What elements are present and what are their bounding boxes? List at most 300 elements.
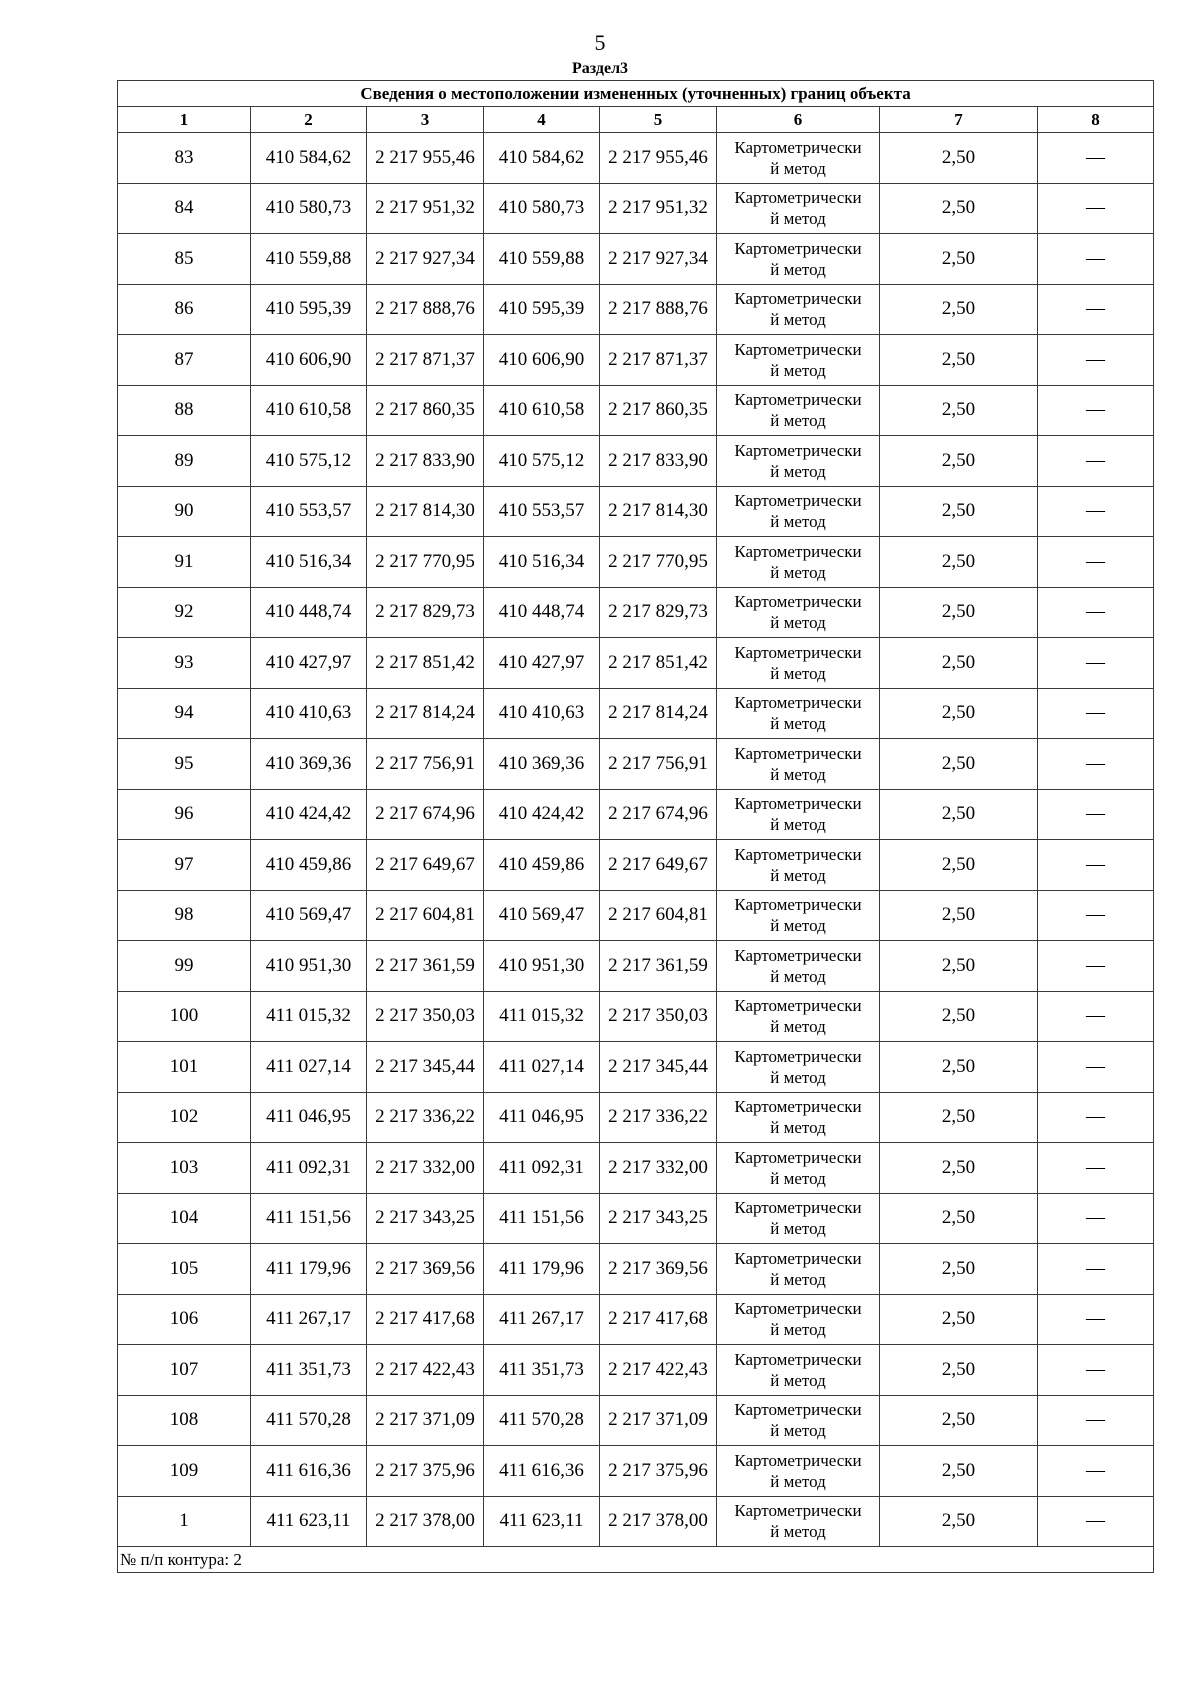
coord-x-cell: 410 369,36 xyxy=(484,739,600,790)
coord-x-cell: 411 623,11 xyxy=(484,1496,600,1547)
method-cell xyxy=(717,1446,880,1497)
accuracy-cell: 2,50 xyxy=(880,284,1038,335)
coord-y-cell: 2 217 336,22 xyxy=(367,1092,484,1143)
method-cell xyxy=(717,234,880,285)
coord-y-cell: 2 217 422,43 xyxy=(600,1345,717,1396)
method-text-line1: Картометрически xyxy=(734,844,862,864)
table-row xyxy=(118,1143,1154,1194)
coord-y-cell: 2 217 345,44 xyxy=(600,1042,717,1093)
accuracy-cell: 2,50 xyxy=(880,385,1038,436)
table-heading: Сведения о местоположении измененных (уточненных) границ объекта xyxy=(118,81,1154,107)
method-text-line2: й метод xyxy=(770,1269,826,1289)
method-text-line1: Картометрически xyxy=(734,238,862,258)
coord-y-cell: 2 217 927,34 xyxy=(367,234,484,285)
coord-y-cell: 2 217 674,96 xyxy=(600,789,717,840)
description-cell: — xyxy=(1038,991,1154,1042)
coord-x-cell: 410 610,58 xyxy=(251,385,367,436)
coord-y-cell: 2 217 871,37 xyxy=(367,335,484,386)
table-row xyxy=(118,739,1154,790)
coord-y-cell: 2 217 332,00 xyxy=(367,1143,484,1194)
method-text-line2: й метод xyxy=(770,512,826,532)
method-text-line2: й метод xyxy=(770,1471,826,1491)
table-body xyxy=(118,133,1154,1547)
coord-y-cell: 2 217 888,76 xyxy=(600,284,717,335)
coord-y-cell: 2 217 361,59 xyxy=(600,941,717,992)
coord-x-cell: 411 046,95 xyxy=(251,1092,367,1143)
coord-x-cell: 411 092,31 xyxy=(251,1143,367,1194)
coord-x-cell: 411 267,17 xyxy=(251,1294,367,1345)
method-text-line1: Картометрически xyxy=(734,895,862,915)
method-text-line1: Картометрически xyxy=(734,339,862,359)
coord-x-cell: 410 410,63 xyxy=(251,688,367,739)
coord-y-cell: 2 217 851,42 xyxy=(367,638,484,689)
column-number-row xyxy=(118,107,1154,133)
coord-y-cell: 2 217 770,95 xyxy=(600,537,717,588)
coord-y-cell: 2 217 951,32 xyxy=(600,183,717,234)
coord-y-cell: 2 217 350,03 xyxy=(600,991,717,1042)
description-cell: — xyxy=(1038,638,1154,689)
coord-x-cell: 410 459,86 xyxy=(251,840,367,891)
coord-y-cell: 2 217 343,25 xyxy=(367,1193,484,1244)
method-text-line1: Картометрически xyxy=(734,1147,862,1167)
method-text-line1: Картометрически xyxy=(734,390,862,410)
coord-x-cell: 410 580,73 xyxy=(484,183,600,234)
coord-y-cell: 2 217 375,96 xyxy=(367,1446,484,1497)
method-text-line2: й метод xyxy=(770,966,826,986)
column-number-header: 1 xyxy=(118,107,251,133)
coord-y-cell: 2 217 860,35 xyxy=(367,385,484,436)
coord-y-cell: 2 217 829,73 xyxy=(367,587,484,638)
method-text-line2: й метод xyxy=(770,916,826,936)
description-cell: — xyxy=(1038,183,1154,234)
coord-x-cell: 410 424,42 xyxy=(484,789,600,840)
point-number-cell: 101 xyxy=(118,1042,251,1093)
coord-x-cell: 411 351,73 xyxy=(251,1345,367,1396)
coord-x-cell: 411 623,11 xyxy=(251,1496,367,1547)
description-cell: — xyxy=(1038,1092,1154,1143)
table-row xyxy=(118,1395,1154,1446)
method-cell xyxy=(717,941,880,992)
method-text-line1: Картометрически xyxy=(734,440,862,460)
page-number: 5 xyxy=(594,30,606,55)
accuracy-cell: 2,50 xyxy=(880,1345,1038,1396)
point-number-cell: 99 xyxy=(118,941,251,992)
description-cell: — xyxy=(1038,1042,1154,1093)
coord-y-cell: 2 217 371,09 xyxy=(600,1395,717,1446)
coord-y-cell: 2 217 833,90 xyxy=(367,436,484,487)
method-cell xyxy=(717,1244,880,1295)
table-row xyxy=(118,1345,1154,1396)
coord-x-cell: 410 951,30 xyxy=(251,941,367,992)
method-text-line2: й метод xyxy=(770,259,826,279)
column-number-header: 7 xyxy=(880,107,1038,133)
method-text-line2: й метод xyxy=(770,1168,826,1188)
method-text-line1: Картометрически xyxy=(734,1198,862,1218)
accuracy-cell: 2,50 xyxy=(880,991,1038,1042)
point-number-cell: 87 xyxy=(118,335,251,386)
method-cell xyxy=(717,1193,880,1244)
method-text-line2: й метод xyxy=(770,411,826,431)
accuracy-cell: 2,50 xyxy=(880,587,1038,638)
coord-x-cell: 411 046,95 xyxy=(484,1092,600,1143)
accuracy-cell: 2,50 xyxy=(880,183,1038,234)
method-cell xyxy=(717,991,880,1042)
point-number-cell: 1 xyxy=(118,1496,251,1547)
coord-x-cell: 410 559,88 xyxy=(484,234,600,285)
point-number-cell: 92 xyxy=(118,587,251,638)
method-cell xyxy=(717,133,880,184)
description-cell: — xyxy=(1038,1446,1154,1497)
contour-number-label: № п/п контура: 2 xyxy=(118,1547,1154,1573)
description-cell: — xyxy=(1038,234,1154,285)
coord-y-cell: 2 217 345,44 xyxy=(367,1042,484,1093)
description-cell: — xyxy=(1038,840,1154,891)
method-text-line2: й метод xyxy=(770,764,826,784)
method-text-line2: й метод xyxy=(770,562,826,582)
coord-y-cell: 2 217 756,91 xyxy=(367,739,484,790)
method-cell xyxy=(717,385,880,436)
coord-x-cell: 410 606,90 xyxy=(484,335,600,386)
accuracy-cell: 2,50 xyxy=(880,941,1038,992)
method-cell xyxy=(717,1294,880,1345)
method-text-line1: Картометрически xyxy=(734,794,862,814)
description-cell: — xyxy=(1038,789,1154,840)
coord-x-cell: 410 580,73 xyxy=(251,183,367,234)
coord-x-cell: 410 516,34 xyxy=(484,537,600,588)
coord-x-cell: 411 179,96 xyxy=(251,1244,367,1295)
coord-y-cell: 2 217 674,96 xyxy=(367,789,484,840)
coord-x-cell: 410 595,39 xyxy=(484,284,600,335)
accuracy-cell: 2,50 xyxy=(880,1193,1038,1244)
coord-x-cell: 411 570,28 xyxy=(251,1395,367,1446)
method-text-line2: й метод xyxy=(770,714,826,734)
method-cell xyxy=(717,789,880,840)
method-cell xyxy=(717,436,880,487)
method-text-line2: й метод xyxy=(770,209,826,229)
coord-x-cell: 410 584,62 xyxy=(484,133,600,184)
point-number-cell: 97 xyxy=(118,840,251,891)
point-number-cell: 90 xyxy=(118,486,251,537)
accuracy-cell: 2,50 xyxy=(880,133,1038,184)
coord-y-cell: 2 217 375,96 xyxy=(600,1446,717,1497)
coord-y-cell: 2 217 332,00 xyxy=(600,1143,717,1194)
coord-x-cell: 411 616,36 xyxy=(484,1446,600,1497)
method-cell xyxy=(717,638,880,689)
method-text-line1: Картометрически xyxy=(734,289,862,309)
table-row xyxy=(118,1496,1154,1547)
coord-y-cell: 2 217 951,32 xyxy=(367,183,484,234)
method-cell xyxy=(717,183,880,234)
coord-y-cell: 2 217 829,73 xyxy=(600,587,717,638)
method-text-line2: й метод xyxy=(770,865,826,885)
coord-y-cell: 2 217 814,30 xyxy=(367,486,484,537)
description-cell: — xyxy=(1038,1345,1154,1396)
coord-y-cell: 2 217 927,34 xyxy=(600,234,717,285)
coord-x-cell: 410 448,74 xyxy=(251,587,367,638)
method-cell xyxy=(717,1496,880,1547)
method-text-line2: й метод xyxy=(770,1421,826,1441)
coord-x-cell: 411 570,28 xyxy=(484,1395,600,1446)
description-cell: — xyxy=(1038,739,1154,790)
method-text-line1: Картометрически xyxy=(734,693,862,713)
accuracy-cell: 2,50 xyxy=(880,486,1038,537)
description-cell: — xyxy=(1038,1496,1154,1547)
coord-y-cell: 2 217 851,42 xyxy=(600,638,717,689)
method-text-line1: Картометрически xyxy=(734,1248,862,1268)
accuracy-cell: 2,50 xyxy=(880,840,1038,891)
coord-x-cell: 410 575,12 xyxy=(484,436,600,487)
accuracy-cell: 2,50 xyxy=(880,436,1038,487)
table-row xyxy=(118,941,1154,992)
accuracy-cell: 2,50 xyxy=(880,638,1038,689)
coord-x-cell: 410 448,74 xyxy=(484,587,600,638)
description-cell: — xyxy=(1038,1193,1154,1244)
method-cell xyxy=(717,537,880,588)
accuracy-cell: 2,50 xyxy=(880,890,1038,941)
coord-y-cell: 2 217 955,46 xyxy=(367,133,484,184)
coord-y-cell: 2 217 814,30 xyxy=(600,486,717,537)
table-row xyxy=(118,385,1154,436)
description-cell: — xyxy=(1038,890,1154,941)
column-number-header: 6 xyxy=(717,107,880,133)
point-number-cell: 89 xyxy=(118,436,251,487)
coord-y-cell: 2 217 336,22 xyxy=(600,1092,717,1143)
column-number-header: 2 xyxy=(251,107,367,133)
method-cell xyxy=(717,1042,880,1093)
method-cell xyxy=(717,1395,880,1446)
coord-x-cell: 411 267,17 xyxy=(484,1294,600,1345)
coord-y-cell: 2 217 955,46 xyxy=(600,133,717,184)
method-cell xyxy=(717,284,880,335)
method-text-line1: Картометрически xyxy=(734,1400,862,1420)
table-row xyxy=(118,1446,1154,1497)
table-row xyxy=(118,789,1154,840)
accuracy-cell: 2,50 xyxy=(880,1244,1038,1295)
point-number-cell: 94 xyxy=(118,688,251,739)
table-row xyxy=(118,133,1154,184)
description-cell: — xyxy=(1038,335,1154,386)
table-row xyxy=(118,537,1154,588)
method-text-line1: Картометрически xyxy=(734,945,862,965)
accuracy-cell: 2,50 xyxy=(880,1294,1038,1345)
point-number-cell: 100 xyxy=(118,991,251,1042)
table-row xyxy=(118,436,1154,487)
coord-y-cell: 2 217 871,37 xyxy=(600,335,717,386)
coord-x-cell: 411 151,56 xyxy=(251,1193,367,1244)
method-text-line1: Картометрически xyxy=(734,1501,862,1521)
accuracy-cell: 2,50 xyxy=(880,1042,1038,1093)
point-number-cell: 103 xyxy=(118,1143,251,1194)
coord-x-cell: 410 559,88 xyxy=(251,234,367,285)
coord-x-cell: 410 610,58 xyxy=(484,385,600,436)
point-number-cell: 88 xyxy=(118,385,251,436)
method-text-line1: Картометрически xyxy=(734,1349,862,1369)
description-cell: — xyxy=(1038,587,1154,638)
coord-x-cell: 411 351,73 xyxy=(484,1345,600,1396)
method-cell xyxy=(717,840,880,891)
coord-x-cell: 410 569,47 xyxy=(251,890,367,941)
description-cell: — xyxy=(1038,1244,1154,1295)
point-number-cell: 104 xyxy=(118,1193,251,1244)
method-text-line1: Картометрически xyxy=(734,642,862,662)
table-row xyxy=(118,183,1154,234)
method-text-line2: й метод xyxy=(770,1118,826,1138)
table-row xyxy=(118,1092,1154,1143)
description-cell: — xyxy=(1038,486,1154,537)
coord-y-cell: 2 217 649,67 xyxy=(367,840,484,891)
table-row xyxy=(118,335,1154,386)
coord-y-cell: 2 217 649,67 xyxy=(600,840,717,891)
table-row xyxy=(118,284,1154,335)
method-text-line2: й метод xyxy=(770,1067,826,1087)
point-number-cell: 102 xyxy=(118,1092,251,1143)
coord-x-cell: 410 951,30 xyxy=(484,941,600,992)
method-text-line1: Картометрически xyxy=(734,996,862,1016)
coord-x-cell: 410 427,97 xyxy=(484,638,600,689)
accuracy-cell: 2,50 xyxy=(880,789,1038,840)
table-row xyxy=(118,1244,1154,1295)
coord-x-cell: 410 595,39 xyxy=(251,284,367,335)
method-text-line2: й метод xyxy=(770,613,826,633)
method-text-line2: й метод xyxy=(770,815,826,835)
point-number-cell: 83 xyxy=(118,133,251,184)
description-cell: — xyxy=(1038,385,1154,436)
accuracy-cell: 2,50 xyxy=(880,1496,1038,1547)
method-cell xyxy=(717,890,880,941)
point-number-cell: 84 xyxy=(118,183,251,234)
coord-y-cell: 2 217 770,95 xyxy=(367,537,484,588)
coord-y-cell: 2 217 343,25 xyxy=(600,1193,717,1244)
coord-x-cell: 410 516,34 xyxy=(251,537,367,588)
coord-x-cell: 410 369,36 xyxy=(251,739,367,790)
method-text-line1: Картометрически xyxy=(734,1299,862,1319)
method-text-line1: Картометрически xyxy=(734,491,862,511)
method-text-line2: й метод xyxy=(770,461,826,481)
accuracy-cell: 2,50 xyxy=(880,537,1038,588)
coord-y-cell: 2 217 378,00 xyxy=(600,1496,717,1547)
coord-x-cell: 411 092,31 xyxy=(484,1143,600,1194)
point-number-cell: 98 xyxy=(118,890,251,941)
method-text-line1: Картометрически xyxy=(734,188,862,208)
point-number-cell: 91 xyxy=(118,537,251,588)
method-text-line2: й метод xyxy=(770,310,826,330)
method-text-line2: й метод xyxy=(770,663,826,683)
coord-x-cell: 410 459,86 xyxy=(484,840,600,891)
coord-y-cell: 2 217 417,68 xyxy=(367,1294,484,1345)
coord-y-cell: 2 217 833,90 xyxy=(600,436,717,487)
point-number-cell: 96 xyxy=(118,789,251,840)
method-text-line2: й метод xyxy=(770,360,826,380)
coord-y-cell: 2 217 860,35 xyxy=(600,385,717,436)
coord-y-cell: 2 217 369,56 xyxy=(600,1244,717,1295)
coord-x-cell: 411 151,56 xyxy=(484,1193,600,1244)
coordinates-table xyxy=(117,80,1154,1573)
method-text-line1: Картометрически xyxy=(734,137,862,157)
coord-x-cell: 410 424,42 xyxy=(251,789,367,840)
coord-x-cell: 411 015,32 xyxy=(484,991,600,1042)
method-cell xyxy=(717,688,880,739)
coord-y-cell: 2 217 756,91 xyxy=(600,739,717,790)
column-number-header: 4 xyxy=(484,107,600,133)
table-row xyxy=(118,1042,1154,1093)
accuracy-cell: 2,50 xyxy=(880,1446,1038,1497)
coord-y-cell: 2 217 604,81 xyxy=(367,890,484,941)
point-number-cell: 106 xyxy=(118,1294,251,1345)
method-cell xyxy=(717,1345,880,1396)
coord-y-cell: 2 217 888,76 xyxy=(367,284,484,335)
accuracy-cell: 2,50 xyxy=(880,1143,1038,1194)
coord-y-cell: 2 217 604,81 xyxy=(600,890,717,941)
coord-x-cell: 410 584,62 xyxy=(251,133,367,184)
point-number-cell: 105 xyxy=(118,1244,251,1295)
description-cell: — xyxy=(1038,1395,1154,1446)
description-cell: — xyxy=(1038,1143,1154,1194)
method-text-line1: Картометрически xyxy=(734,1046,862,1066)
point-number-cell: 86 xyxy=(118,284,251,335)
method-cell xyxy=(717,587,880,638)
coord-y-cell: 2 217 814,24 xyxy=(367,688,484,739)
coord-x-cell: 410 569,47 xyxy=(484,890,600,941)
accuracy-cell: 2,50 xyxy=(880,688,1038,739)
method-text-line2: й метод xyxy=(770,1017,826,1037)
column-number-header: 8 xyxy=(1038,107,1154,133)
method-cell xyxy=(717,1143,880,1194)
accuracy-cell: 2,50 xyxy=(880,234,1038,285)
table-row xyxy=(118,1294,1154,1345)
coord-x-cell: 410 427,97 xyxy=(251,638,367,689)
coord-y-cell: 2 217 361,59 xyxy=(367,941,484,992)
point-number-cell: 107 xyxy=(118,1345,251,1396)
method-text-line1: Картометрически xyxy=(734,743,862,763)
accuracy-cell: 2,50 xyxy=(880,335,1038,386)
point-number-cell: 95 xyxy=(118,739,251,790)
coord-x-cell: 411 179,96 xyxy=(484,1244,600,1295)
table-row xyxy=(118,1193,1154,1244)
description-cell: — xyxy=(1038,941,1154,992)
method-text-line2: й метод xyxy=(770,1219,826,1239)
table-row xyxy=(118,840,1154,891)
method-cell xyxy=(717,335,880,386)
coord-x-cell: 410 575,12 xyxy=(251,436,367,487)
coord-x-cell: 411 015,32 xyxy=(251,991,367,1042)
description-cell: — xyxy=(1038,688,1154,739)
table-row xyxy=(118,638,1154,689)
coord-x-cell: 410 553,57 xyxy=(484,486,600,537)
table-row xyxy=(118,991,1154,1042)
coord-y-cell: 2 217 422,43 xyxy=(367,1345,484,1396)
table-row xyxy=(118,688,1154,739)
coord-y-cell: 2 217 371,09 xyxy=(367,1395,484,1446)
point-number-cell: 93 xyxy=(118,638,251,689)
coord-y-cell: 2 217 350,03 xyxy=(367,991,484,1042)
description-cell: — xyxy=(1038,284,1154,335)
column-number-header: 3 xyxy=(367,107,484,133)
coord-y-cell: 2 217 814,24 xyxy=(600,688,717,739)
table-row xyxy=(118,234,1154,285)
method-cell xyxy=(717,739,880,790)
coord-y-cell: 2 217 369,56 xyxy=(367,1244,484,1295)
accuracy-cell: 2,50 xyxy=(880,739,1038,790)
accuracy-cell: 2,50 xyxy=(880,1395,1038,1446)
method-text-line2: й метод xyxy=(770,158,826,178)
accuracy-cell: 2,50 xyxy=(880,1092,1038,1143)
description-cell: — xyxy=(1038,1294,1154,1345)
point-number-cell: 108 xyxy=(118,1395,251,1446)
description-cell: — xyxy=(1038,537,1154,588)
table-row xyxy=(118,890,1154,941)
coord-x-cell: 410 410,63 xyxy=(484,688,600,739)
coord-x-cell: 411 027,14 xyxy=(484,1042,600,1093)
